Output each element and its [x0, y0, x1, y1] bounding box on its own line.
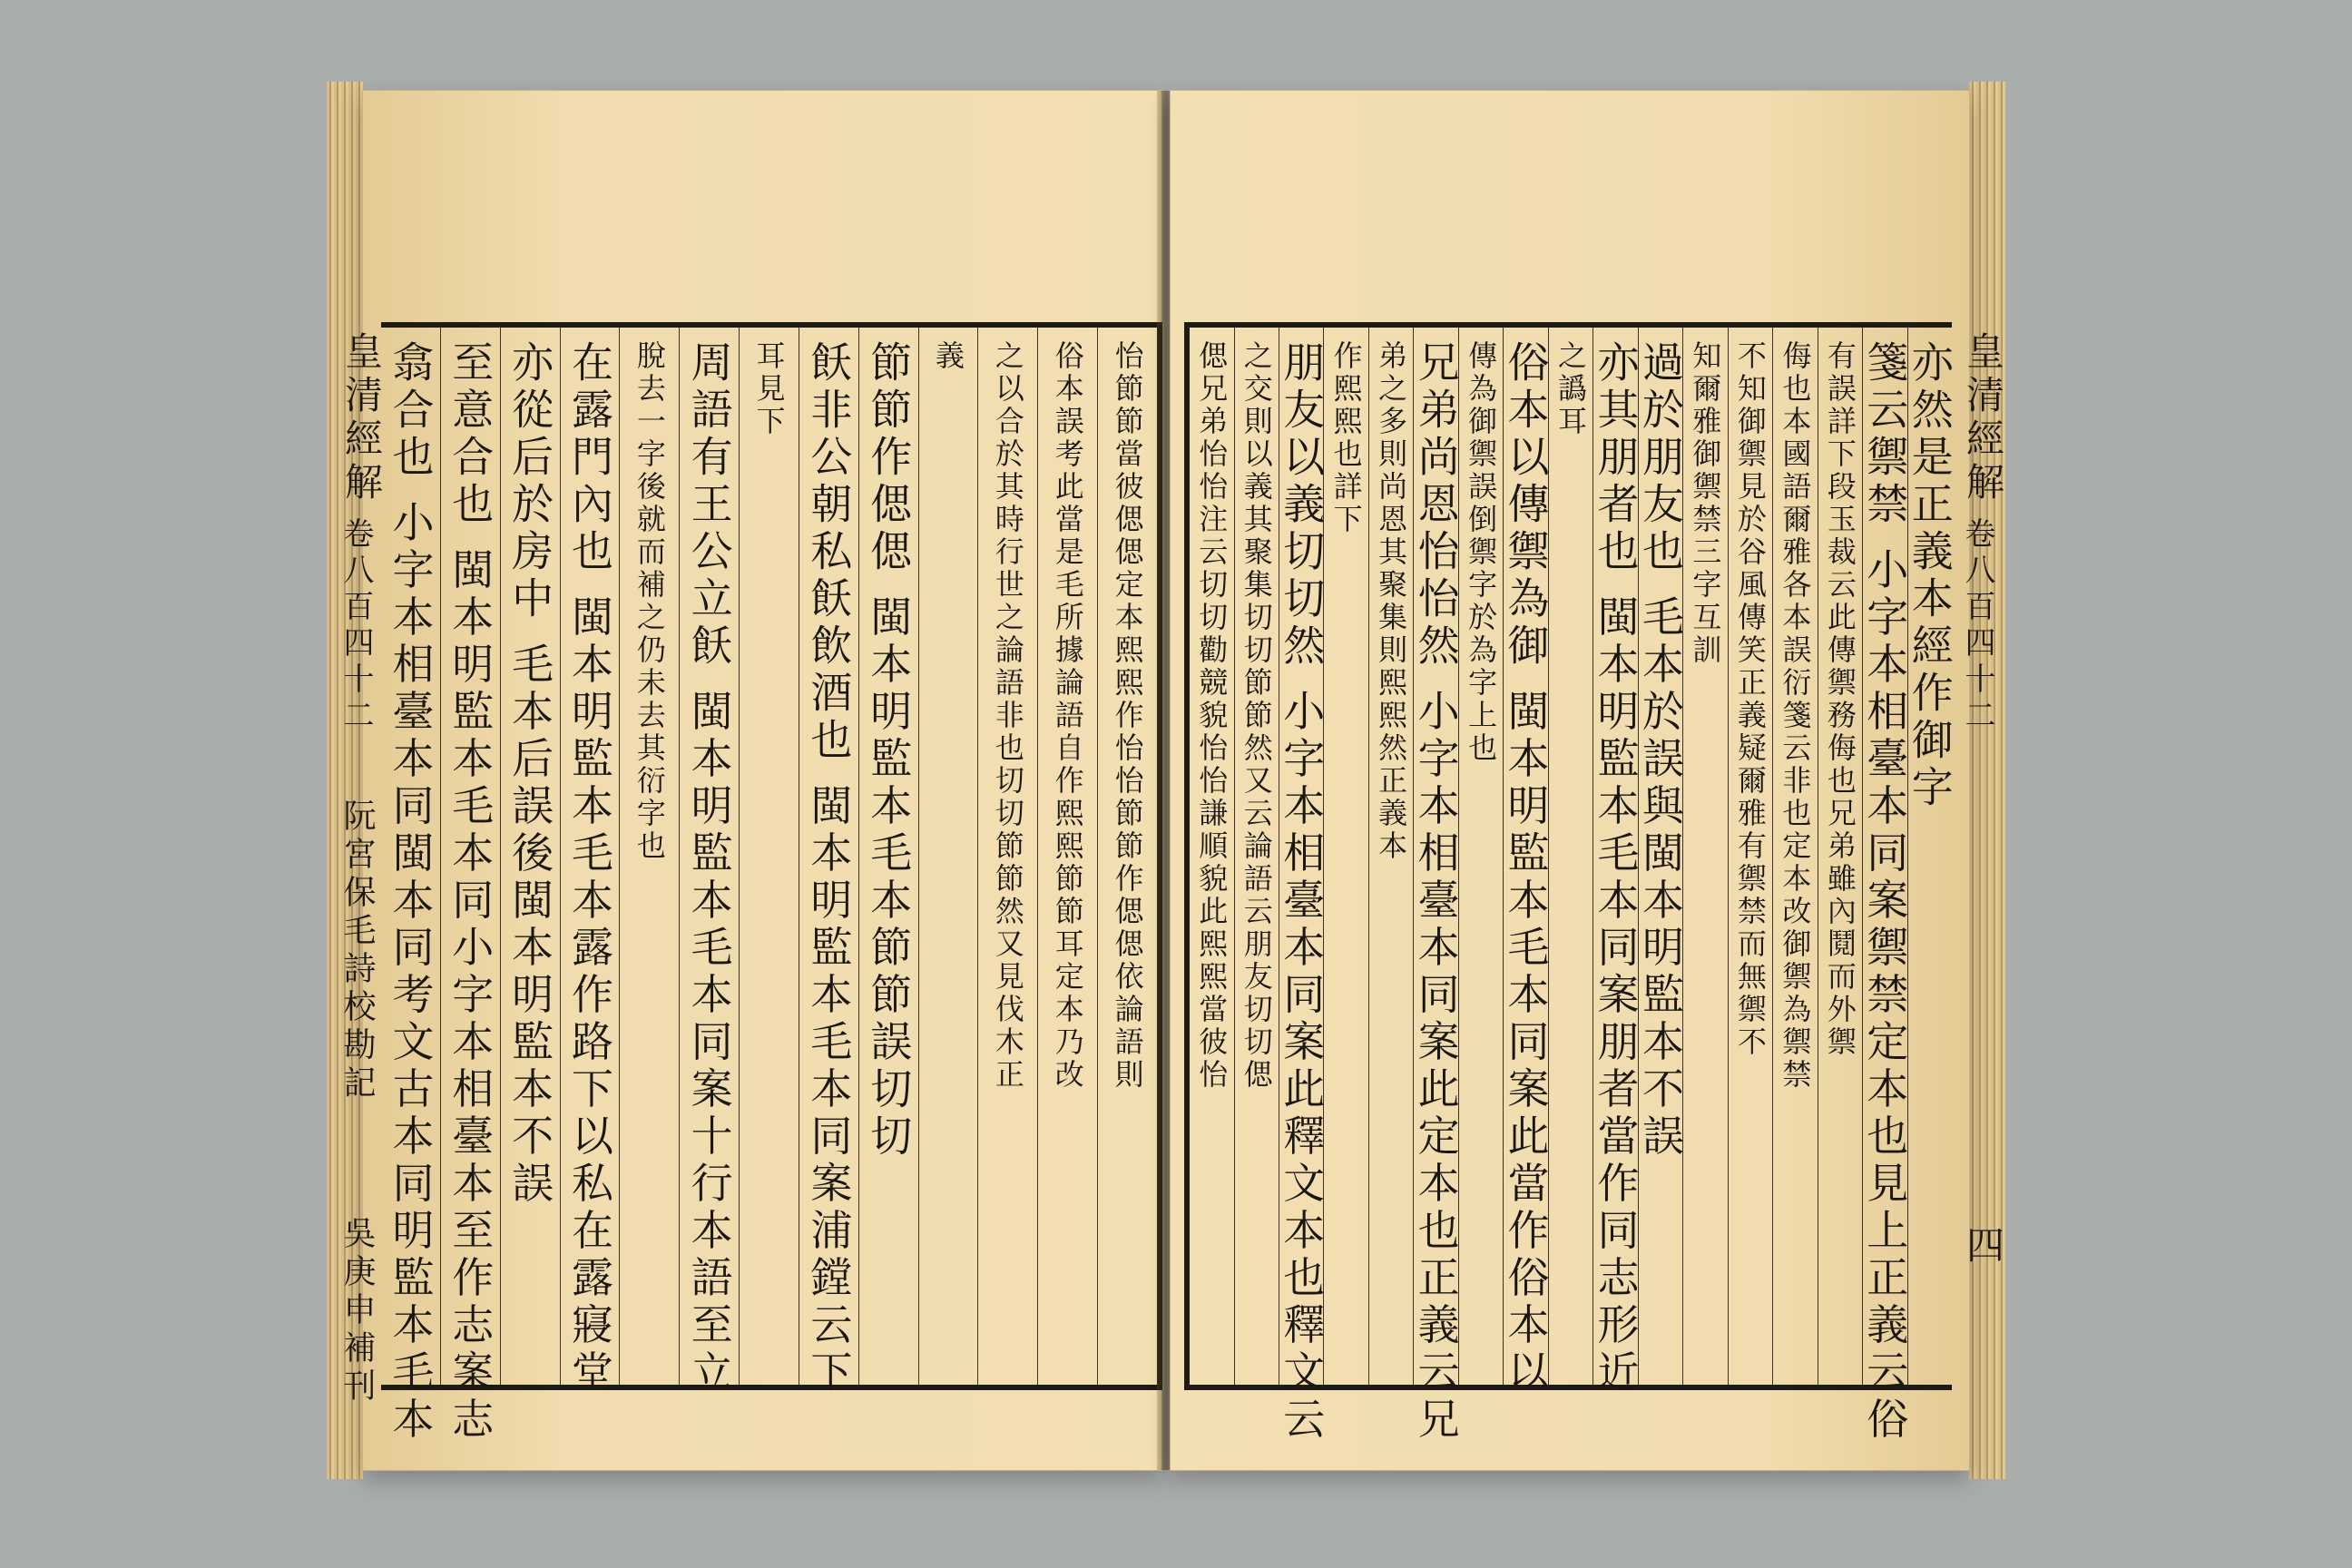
right-page-frame [1184, 322, 1955, 1445]
text-column [440, 328, 500, 1445]
open-book [327, 82, 2005, 1497]
left-margin-title: 皇清經解 [339, 331, 384, 505]
column-text: 箋云禦禁 小字本相臺本同案禦禁定本也見上正義云俗 [1860, 340, 1910, 1445]
column-text: 偲兄弟怡怡注云切切勸競貌怡怡謙順貌此熙熙當彼怡 [1194, 340, 1230, 1092]
text-column [1097, 328, 1157, 1385]
right-margin-folio: 四 [1961, 1225, 2005, 1269]
text-column [918, 328, 978, 1385]
left-page-columns [381, 328, 1157, 1445]
column-text: 亦然是正義本經作御字 [1905, 340, 1955, 812]
column-text: 飫非公朝私飫飲酒也 閩本明監本毛本同案浦鏜云下 [804, 340, 854, 1397]
column-text: 之交則以義其聚集切切節節然又云論語云朋友切切偲 [1239, 340, 1274, 1092]
column-text: 節節作偲偲 閩本明監本毛本節節誤切切 [864, 340, 914, 1161]
right-page-edges [1969, 82, 2005, 1479]
column-text: 知爾雅御禦禁三字互訓 [1688, 340, 1723, 667]
text-column [858, 328, 918, 1385]
text-column [1772, 328, 1817, 1385]
column-text: 之以合於其時行世之論語非也切切節節然又見伐木正 [990, 340, 1025, 1092]
column-text: 周語有王公立飫 閩本明監本毛本同案十行本語至立 [684, 340, 734, 1397]
text-column [1037, 328, 1097, 1385]
text-column [1190, 328, 1233, 1385]
text-column [1411, 328, 1461, 1445]
text-column [1905, 328, 1955, 1385]
left-margin-foot: 吳庚申補刊 [338, 1216, 376, 1406]
text-column [1234, 328, 1279, 1385]
column-text: 義 [931, 340, 966, 373]
right-page-columns [1190, 328, 1955, 1445]
column-text: 俗本以傳禦為御 閩本明監本毛本同案此當作俗本以 [1501, 340, 1551, 1397]
column-text: 亦其朋者也 閩本明監本毛本同案朋者當作同志形近 [1591, 340, 1641, 1397]
column-text: 亦從后於房中 毛本后誤後閩本明監本不誤 [505, 340, 555, 1209]
column-text: 侮也本國語爾雅各本誤衍箋云非也定本改御禦為禦禁 [1778, 340, 1813, 1092]
text-column [1548, 328, 1592, 1385]
left-page [338, 91, 1161, 1470]
column-text: 怡節節當彼偲偲定本熙熙作怡怡節節作偲偲依論語則 [1110, 340, 1145, 1092]
left-margin-work: 阮宮保毛詩校勘記 [338, 799, 376, 1103]
text-column [1368, 328, 1413, 1385]
text-column [799, 328, 858, 1397]
column-text: 過於朋友也 毛本於誤與閩本明監本不誤 [1635, 340, 1685, 1161]
text-column [1635, 328, 1685, 1385]
text-column [1458, 328, 1503, 1385]
column-text: 耳見下 [751, 340, 787, 438]
column-text: 在露門內也 閩本明監本毛本露作路下以私在露寢堂 [564, 340, 614, 1397]
text-column [1323, 328, 1367, 1385]
text-column [679, 328, 739, 1397]
text-column [1501, 328, 1551, 1397]
column-text: 有誤詳下段玉裁云此傳禦務侮也兄弟雖內鬩而外禦 [1822, 340, 1857, 1059]
text-column [500, 328, 560, 1385]
column-text: 作熙熙也詳下 [1328, 340, 1364, 536]
text-column [1818, 328, 1862, 1385]
text-column [1860, 328, 1910, 1445]
column-text: 弟之多則尚恩其聚集則熙熙然正義本 [1374, 340, 1409, 863]
right-page [1171, 91, 2005, 1470]
column-text: 不知御禦見於谷風傳笑正義疑爾雅有禦禁而無禦不 [1732, 340, 1768, 1059]
column-text: 傳為御禦誤倒禦字於為字上也 [1464, 340, 1499, 765]
column-text: 之譌耳 [1553, 340, 1589, 438]
text-column [560, 328, 620, 1397]
text-column [1277, 328, 1327, 1445]
text-column [739, 328, 799, 1385]
text-column [1591, 328, 1641, 1397]
column-text: 俗本誤考此當是毛所據論語自作熙熙節節耳定本乃改 [1050, 340, 1085, 1092]
text-column [977, 328, 1037, 1385]
text-column [619, 328, 679, 1385]
column-text: 兄弟尚恩怡怡然 小字本相臺本同案此定本也正義云兄 [1411, 340, 1461, 1445]
right-margin-title: 皇清經解 [1961, 331, 2005, 505]
right-margin-volume: 卷八百四十二 [1959, 517, 1995, 735]
left-margin-volume: 卷八百四十二 [338, 517, 374, 735]
left-page-frame [381, 322, 1162, 1445]
text-column [1682, 328, 1727, 1385]
text-column [381, 328, 440, 1445]
column-text: 脫去一字後就而補之仍未去其衍字也 [632, 340, 667, 863]
text-column [1728, 328, 1772, 1385]
column-text: 至意合也 閩本明監本毛本同小字本相臺本至作志案志 [446, 340, 495, 1445]
column-text: 翕合也 小字本相臺本同閩本同考文古本同明監本毛本 [386, 340, 436, 1445]
column-text: 朋友以義切切然 小字本相臺本同案此釋文本也釋文云 [1277, 340, 1327, 1445]
